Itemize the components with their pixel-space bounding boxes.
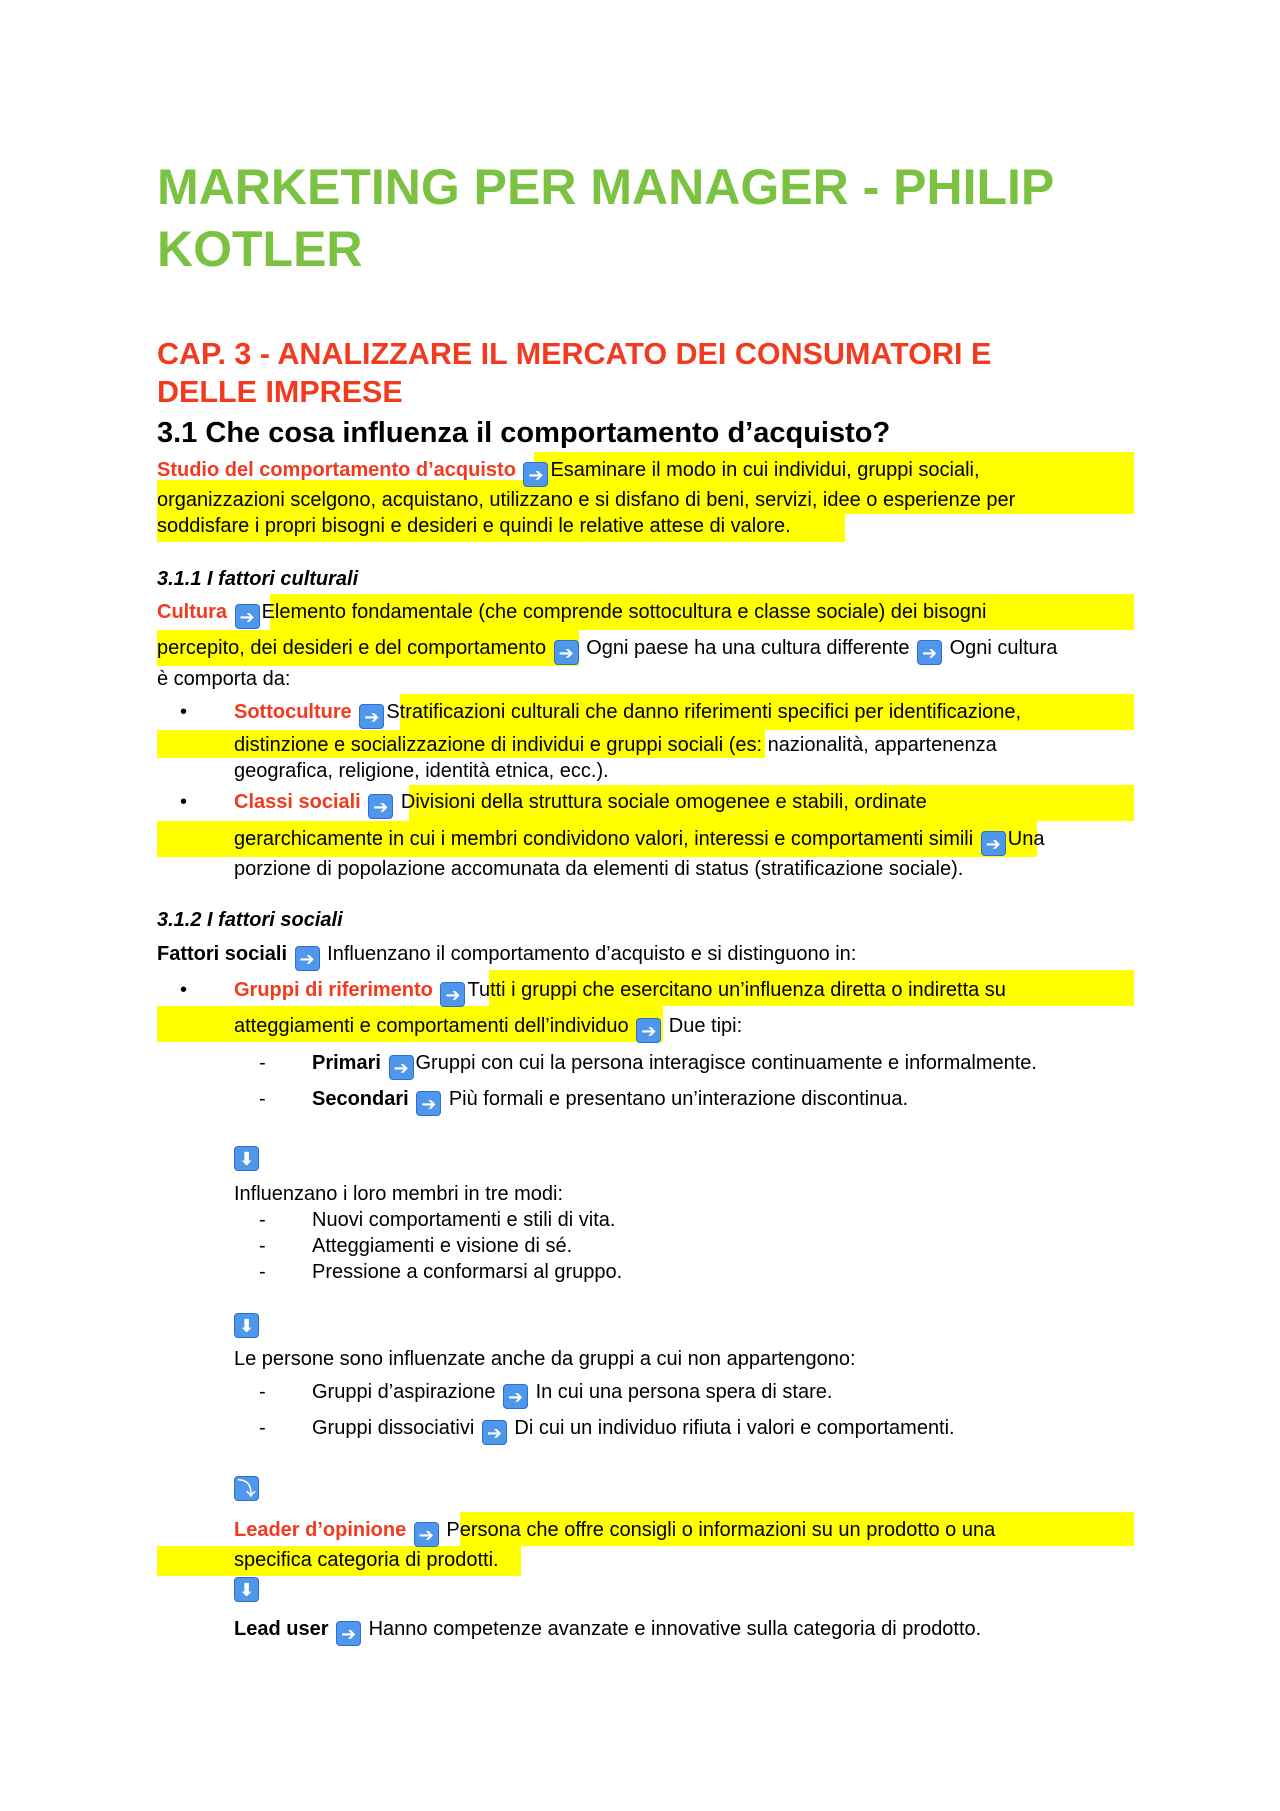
document-title-line1: MARKETING PER MANAGER - PHILIP bbox=[157, 159, 1055, 215]
cultura-text-line2-a: Ogni paese ha una cultura differente bbox=[586, 637, 910, 659]
cultura-text-line1: Elemento fondamentale (che comprende sottocultura e classe sociale) dei bisogni bbox=[261, 601, 987, 623]
bullet-marker: • bbox=[180, 791, 188, 813]
gruppi-term: Gruppi di riferimento bbox=[234, 979, 433, 1001]
right-arrow-icon: ➔ bbox=[523, 462, 548, 487]
section-heading: 3.1 Che cosa influenza il comportamento d’acquisto? bbox=[157, 417, 891, 449]
primari-line bbox=[312, 1051, 1037, 1080]
right-arrow-icon: ➔ bbox=[336, 1621, 361, 1646]
lead-user-term: Lead user bbox=[234, 1618, 329, 1640]
right-arrow-icon: ➔ bbox=[295, 946, 320, 971]
subsection-heading-social: 3.1.2 I fattori sociali bbox=[157, 909, 343, 931]
cultura-text-line3: è comporta da: bbox=[157, 668, 291, 690]
gruppi-text-line2-highlight: atteggiamenti e comportamenti dell’individuo bbox=[234, 1015, 629, 1037]
classi-text-line1: Divisioni della struttura sociale omogenee e stabili, ordinate bbox=[400, 791, 927, 813]
right-arrow-icon: ➔ bbox=[554, 640, 579, 665]
secondari-term: Secondari bbox=[312, 1088, 409, 1110]
document-title-line2: KOTLER bbox=[157, 221, 363, 277]
right-arrow-icon: ➔ bbox=[416, 1091, 441, 1116]
sottoculture-line1 bbox=[234, 700, 1021, 729]
primari-text: Gruppi con cui la persona interagisce continuamente e informalmente. bbox=[415, 1052, 1037, 1074]
aspirazione-text: In cui una persona spera di stare. bbox=[535, 1381, 833, 1403]
leader-text-line1: Persona che offre consigli o informazioni su un prodotto o una bbox=[446, 1519, 996, 1541]
sottoculture-term: Sottoculture bbox=[234, 701, 352, 723]
lead-user-text: Hanno competenze avanzate e innovative sulla categoria di prodotto. bbox=[368, 1618, 982, 1640]
non-appartengono-intro: Le persone sono influenzate anche da gruppi a cui non appartengono: bbox=[234, 1348, 856, 1370]
bullet-marker: • bbox=[180, 979, 188, 1001]
sottoculture-line2 bbox=[234, 733, 997, 757]
primari-term: Primari bbox=[312, 1052, 381, 1074]
curved-arrow-icon: ⤵ bbox=[234, 1476, 259, 1501]
curved-arrow-wrap bbox=[234, 1476, 259, 1501]
sottoculture-text-line2-highlight: distinzione e socializzazione di individui e gruppi sociali bbox=[234, 734, 724, 756]
gruppi-line1 bbox=[234, 978, 1006, 1007]
cultura-text-line2-b: Ogni cultura bbox=[949, 637, 1058, 659]
studio-term: Studio del comportamento d’acquisto bbox=[157, 459, 516, 481]
modi-item: Nuovi comportamenti e stili di vita. bbox=[312, 1209, 616, 1231]
studio-line1 bbox=[157, 458, 980, 487]
down-arrow-wrap bbox=[234, 1313, 259, 1338]
right-arrow-icon: ➔ bbox=[414, 1522, 439, 1547]
chapter-heading-line2: DELLE IMPRESE bbox=[157, 375, 403, 409]
dash-marker: - bbox=[259, 1209, 266, 1231]
studio-text-line3: soddisfare i propri bisogni e desideri e quindi le relative attese di valore. bbox=[157, 515, 791, 537]
sottoculture-text-line3: geografica, religione, identità etnica, ecc.). bbox=[234, 760, 609, 782]
right-arrow-icon: ➔ bbox=[636, 1018, 661, 1043]
right-arrow-icon: ➔ bbox=[235, 604, 260, 629]
classi-text-line3: porzione di popolazione accomunata da elementi di status (stratificazione sociale). bbox=[234, 858, 964, 880]
lead-user-line bbox=[234, 1617, 981, 1646]
modi-item: Atteggiamenti e visione di sé. bbox=[312, 1235, 573, 1257]
gruppi-line2 bbox=[234, 1014, 742, 1043]
down-arrow-icon: ⬇ bbox=[234, 1146, 259, 1171]
secondari-text: Più formali e presentano un’interazione discontinua. bbox=[448, 1088, 908, 1110]
dissociativi-line bbox=[312, 1416, 955, 1445]
fattori-sociali-line bbox=[157, 942, 856, 971]
right-arrow-icon: ➔ bbox=[503, 1384, 528, 1409]
modi-item: Pressione a conformarsi al gruppo. bbox=[312, 1261, 623, 1283]
right-arrow-icon: ➔ bbox=[917, 640, 942, 665]
cultura-text-line2-highlight: percepito, dei desideri e del comportamento bbox=[157, 637, 547, 659]
fattori-sociali-text: Influenzano il comportamento d’acquisto e si distinguono in: bbox=[327, 943, 857, 965]
cultura-line2 bbox=[157, 636, 1057, 665]
leader-term: Leader d’opinione bbox=[234, 1519, 407, 1541]
leader-line1 bbox=[234, 1518, 995, 1547]
dash-marker: - bbox=[259, 1261, 266, 1283]
dissociativi-term: Gruppi dissociativi bbox=[312, 1417, 475, 1439]
bullet-marker: • bbox=[180, 701, 188, 723]
classi-text-line2-rest: Una bbox=[1007, 828, 1045, 850]
secondari-line bbox=[312, 1087, 908, 1116]
classi-line2 bbox=[234, 827, 1044, 856]
classi-term: Classi sociali bbox=[234, 791, 361, 813]
studio-text-line2: organizzazioni scelgono, acquistano, utilizzano e si disfano di beni, servizi, idee o esperienze per bbox=[157, 489, 1016, 511]
dash-marker: - bbox=[259, 1235, 266, 1257]
right-arrow-icon: ➔ bbox=[359, 704, 384, 729]
sottoculture-text-line1: Stratificazioni culturali che danno riferimenti specifici per identificazione, bbox=[386, 701, 1022, 723]
right-arrow-icon: ➔ bbox=[482, 1420, 507, 1445]
gruppi-text-line2-rest: Due tipi: bbox=[668, 1015, 743, 1037]
dash-marker: - bbox=[259, 1417, 266, 1439]
leader-text-line2: specifica categoria di prodotti. bbox=[234, 1549, 499, 1571]
classi-text-line2-highlight: gerarchicamente in cui i membri condividono valori, interessi e comportamenti simili bbox=[234, 828, 974, 850]
classi-line1 bbox=[234, 790, 927, 819]
dash-marker: - bbox=[259, 1381, 266, 1403]
chapter-heading-line1: CAP. 3 - ANALIZZARE IL MERCATO DEI CONSUMATORI E bbox=[157, 337, 992, 371]
gruppi-text-line1: Tutti i gruppi che esercitano un’influenza diretta o indiretta su bbox=[467, 979, 1006, 1001]
fattori-sociali-term: Fattori sociali bbox=[157, 943, 288, 965]
studio-text-line1: Esaminare il modo in cui individui, gruppi sociali, bbox=[550, 459, 980, 481]
aspirazione-term: Gruppi d’aspirazione bbox=[312, 1381, 496, 1403]
cultura-term: Cultura bbox=[157, 601, 227, 623]
right-arrow-icon: ➔ bbox=[440, 982, 465, 1007]
aspirazione-line bbox=[312, 1380, 832, 1409]
dash-marker: - bbox=[259, 1088, 266, 1110]
down-arrow-wrap bbox=[234, 1146, 259, 1171]
down-arrow-wrap bbox=[234, 1577, 259, 1602]
subsection-heading-cultural: 3.1.1 I fattori culturali bbox=[157, 568, 359, 590]
dissociativi-text: Di cui un individuo rifiuta i valori e comportamenti. bbox=[514, 1417, 955, 1439]
right-arrow-icon: ➔ bbox=[368, 794, 393, 819]
down-arrow-icon: ⬇ bbox=[234, 1577, 259, 1602]
cultura-line1 bbox=[157, 600, 986, 629]
down-arrow-icon: ⬇ bbox=[234, 1313, 259, 1338]
sottoculture-text-line2-rest: (es: nazionalità, appartenenza bbox=[723, 734, 997, 756]
right-arrow-icon: ➔ bbox=[389, 1055, 414, 1080]
dash-marker: - bbox=[259, 1052, 266, 1074]
right-arrow-icon: ➔ bbox=[981, 831, 1006, 856]
modi-intro: Influenzano i loro membri in tre modi: bbox=[234, 1183, 564, 1205]
